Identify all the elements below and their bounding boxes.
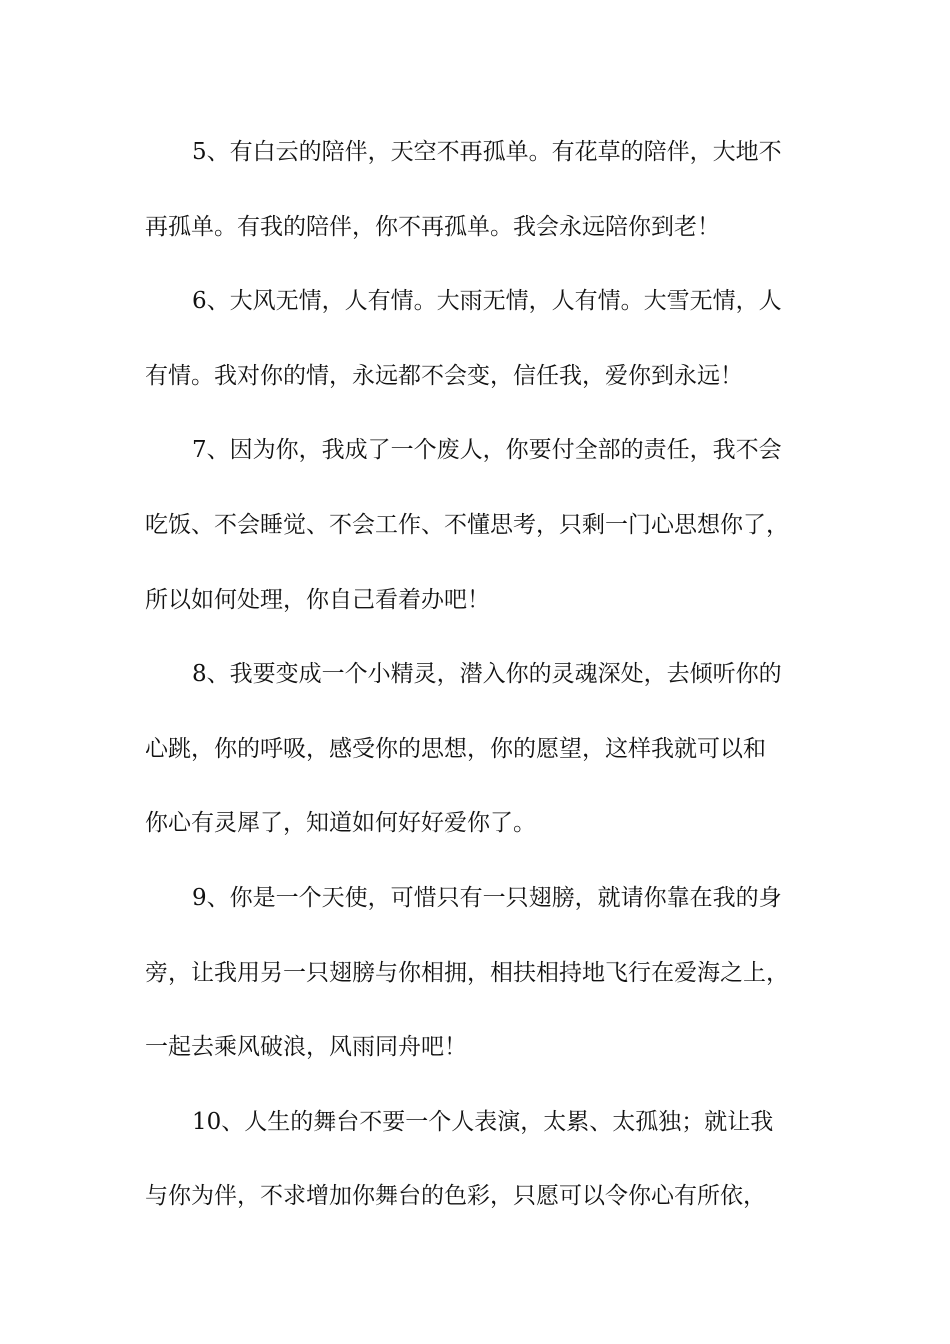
paragraph-9-line-3: 一起去乘风破浪，风雨同舟吧！ xyxy=(145,1034,467,1060)
paragraph-10-line-2: 与你为伴，不求增加你舞台的色彩，只愿可以令你心有所依， xyxy=(145,1183,766,1209)
paragraph-8-line-3: 你心有灵犀了，知道如何好好爱你了。 xyxy=(145,810,536,836)
paragraph-6-line-1: 6、大风无情，人有情。大雨无情，人有情。大雪无情，人 xyxy=(192,288,782,314)
paragraph-6-line-2: 有情。我对你的情，永远都不会变，信任我，爱你到永远！ xyxy=(145,363,743,389)
paragraph-7-line-3: 所以如何处理，你自己看着办吧！ xyxy=(145,587,490,613)
paragraph-5-line-1: 5、有白云的陪伴，天空不再孤单。有花草的陪伴，大地不 xyxy=(192,139,782,165)
paragraph-9-line-2: 旁，让我用另一只翅膀与你相拥，相扶相持地飞行在爱海之上， xyxy=(145,960,789,986)
paragraph-10-line-1: 10、人生的舞台不要一个人表演，太累、太孤独；就让我 xyxy=(192,1109,774,1135)
paragraph-7-line-2: 吃饭、不会睡觉、不会工作、不懂思考，只剩一门心思想你了， xyxy=(145,512,789,538)
paragraph-8-line-1: 8、我要变成一个小精灵，潜入你的灵魂深处，去倾听你的 xyxy=(192,661,782,687)
paragraph-8-line-2: 心跳，你的呼吸，感受你的思想，你的愿望，这样我就可以和 xyxy=(145,736,766,762)
paragraph-9-line-1: 9、你是一个天使，可惜只有一只翅膀，就请你靠在我的身 xyxy=(192,885,782,911)
paragraph-7-line-1: 7、因为你，我成了一个废人，你要付全部的责任，我不会 xyxy=(192,437,782,463)
paragraph-5-line-2: 再孤单。有我的陪伴，你不再孤单。我会永远陪你到老！ xyxy=(145,214,720,240)
